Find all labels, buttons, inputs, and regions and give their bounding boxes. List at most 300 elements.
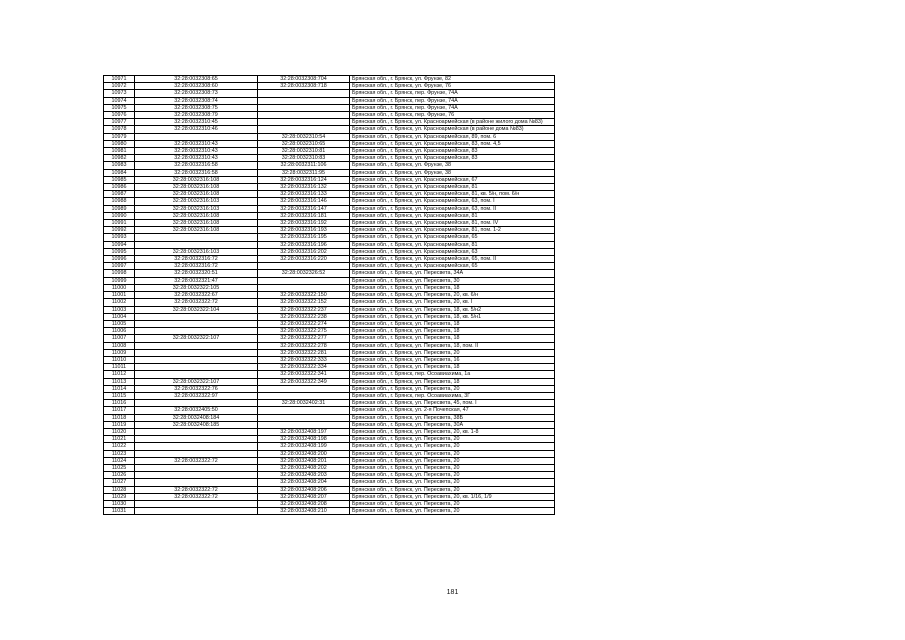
building-cadastral-number-cell	[258, 277, 350, 284]
table-row	[104, 421, 555, 428]
row-number-cell: 10971	[104, 76, 135, 83]
land-cadastral-number-cell: 32:28:0032308:65	[135, 76, 258, 83]
table-row	[104, 76, 555, 83]
land-cadastral-number-cell	[135, 313, 258, 320]
building-cadastral-number-cell: 32:28:0032408:206	[258, 486, 350, 493]
building-cadastral-number-cell	[258, 112, 350, 119]
table-row	[104, 198, 555, 205]
land-cadastral-number-cell: 32:28:0032321:47	[135, 277, 258, 284]
row-number-cell: 10979	[104, 133, 135, 140]
table-row	[104, 119, 555, 126]
building-cadastral-number-cell: 32:28:0032402:31	[258, 400, 350, 407]
address-cell: Брянская обл., г. Брянск, ул. Пересвета, 18	[350, 378, 555, 385]
land-cadastral-number-cell	[135, 371, 258, 378]
table-row	[104, 428, 555, 435]
table-row	[104, 385, 555, 392]
address-cell: Брянская обл., г. Брянск, пер. Фрунзе, 74А	[350, 97, 555, 104]
row-number-cell: 11017	[104, 407, 135, 414]
table-row	[104, 335, 555, 342]
building-cadastral-number-cell: 32:28:0032408:203	[258, 472, 350, 479]
row-number-cell: 10982	[104, 155, 135, 162]
building-cadastral-number-cell: 32:28:0032322:278	[258, 342, 350, 349]
land-cadastral-number-cell: 32:28:0032322:105	[135, 284, 258, 291]
row-number-cell: 10998	[104, 270, 135, 277]
table-row	[104, 313, 555, 320]
row-number-cell: 11020	[104, 428, 135, 435]
row-number-cell: 11002	[104, 299, 135, 306]
address-cell: Брянская обл., г. Брянск, ул. Пересвета, 18	[350, 335, 555, 342]
building-cadastral-number-cell: 32:28:0032316:220	[258, 256, 350, 263]
land-cadastral-number-cell: 32:28:0032316:72	[135, 256, 258, 263]
land-cadastral-number-cell: 32:28:0032322:72	[135, 299, 258, 306]
address-cell: Брянская обл., г. Брянск, ул. Пересвета, 20	[350, 443, 555, 450]
table-row	[104, 299, 555, 306]
building-cadastral-number-cell: 32:28:0032322:341	[258, 371, 350, 378]
table-row	[104, 320, 555, 327]
land-cadastral-number-cell	[135, 241, 258, 248]
land-cadastral-number-cell	[135, 443, 258, 450]
address-cell: Брянская обл., г. Брянск, ул. Пересвета, 20	[350, 472, 555, 479]
building-cadastral-number-cell: 32:28:0032322:333	[258, 356, 350, 363]
table-row	[104, 263, 555, 270]
land-cadastral-number-cell	[135, 508, 258, 515]
row-number-cell: 10984	[104, 169, 135, 176]
land-cadastral-number-cell: 32:28:0032316:108	[135, 176, 258, 183]
building-cadastral-number-cell	[258, 263, 350, 270]
land-cadastral-number-cell: 32:28:0032316:103	[135, 248, 258, 255]
address-cell: Брянская обл., г. Брянск, пер. Фрунзе, 74А	[350, 90, 555, 97]
land-cadastral-number-cell: 32:28:0032322:107	[135, 378, 258, 385]
table-row	[104, 342, 555, 349]
table-row	[104, 284, 555, 291]
address-cell: Брянская обл., г. Брянск, ул. Фрунзе, 76	[350, 83, 555, 90]
building-cadastral-number-cell: 32:28:0032316:124	[258, 176, 350, 183]
table-row	[104, 400, 555, 407]
land-cadastral-number-cell: 32:28:0032320:51	[135, 270, 258, 277]
table-row	[104, 90, 555, 97]
table-row	[104, 450, 555, 457]
table-row	[104, 364, 555, 371]
address-cell: Брянская обл., г. Брянск, ул. Красноармейская, 65	[350, 234, 555, 241]
building-cadastral-number-cell: 32:28:0032310:81	[258, 148, 350, 155]
table-row	[104, 140, 555, 147]
address-cell: Брянская обл., г. Брянск, ул. Пересвета, 20	[350, 486, 555, 493]
table-row	[104, 256, 555, 263]
table-row	[104, 191, 555, 198]
land-cadastral-number-cell: 32:28:0032308:79	[135, 112, 258, 119]
building-cadastral-number-cell: 32:28:0032322:281	[258, 349, 350, 356]
table-row	[104, 277, 555, 284]
land-cadastral-number-cell	[135, 349, 258, 356]
building-cadastral-number-cell: 32:28:0032316:132	[258, 184, 350, 191]
building-cadastral-number-cell: 32:28:0032408:200	[258, 450, 350, 457]
building-cadastral-number-cell: 32:28:0032308:718	[258, 83, 350, 90]
table-row	[104, 392, 555, 399]
land-cadastral-number-cell: 32:28:0032308:73	[135, 90, 258, 97]
row-number-cell: 11013	[104, 378, 135, 385]
building-cadastral-number-cell: 32:28:0032322:275	[258, 328, 350, 335]
row-number-cell: 10976	[104, 112, 135, 119]
table-row	[104, 148, 555, 155]
address-cell: Брянская обл., г. Брянск, ул. Красноармейская, 83	[350, 148, 555, 155]
building-cadastral-number-cell	[258, 104, 350, 111]
building-cadastral-number-cell: 32:28:0032316:181	[258, 212, 350, 219]
land-cadastral-number-cell: 32:28:0032316:108	[135, 227, 258, 234]
row-number-cell: 10975	[104, 104, 135, 111]
row-number-cell: 10974	[104, 97, 135, 104]
table-row	[104, 486, 555, 493]
address-cell: Брянская обл., г. Брянск, ул. Красноармейская, 63, пом. II	[350, 205, 555, 212]
building-cadastral-number-cell: 32:28:0032322:277	[258, 335, 350, 342]
address-cell: Брянская обл., г. Брянск, ул. Красноармейская (в районе дома №83)	[350, 126, 555, 133]
address-cell: Брянская обл., г. Брянск, ул. Пересвета, 20	[350, 436, 555, 443]
row-number-cell: 10991	[104, 220, 135, 227]
row-number-cell: 10973	[104, 90, 135, 97]
address-cell: Брянская обл., г. Брянск, ул. Красноармейская, 83	[350, 155, 555, 162]
building-cadastral-number-cell	[258, 414, 350, 421]
row-number-cell: 11014	[104, 385, 135, 392]
land-cadastral-number-cell: 32:28:0032322:72	[135, 493, 258, 500]
address-cell: Брянская обл., г. Брянск, ул. Пересвета, 20	[350, 457, 555, 464]
table-row	[104, 104, 555, 111]
land-cadastral-number-cell: 32:28:0032322:107	[135, 335, 258, 342]
row-number-cell: 11011	[104, 364, 135, 371]
building-cadastral-number-cell: 32:28:0032316:146	[258, 198, 350, 205]
land-cadastral-number-cell	[135, 450, 258, 457]
address-cell: Брянская обл., г. Брянск, ул. Красноармейская, 81, кв. 5/н, пом. 6/н	[350, 191, 555, 198]
row-number-cell: 10978	[104, 126, 135, 133]
table-row	[104, 464, 555, 471]
row-number-cell: 11024	[104, 457, 135, 464]
building-cadastral-number-cell: 32:28:0032408:199	[258, 443, 350, 450]
table-row	[104, 83, 555, 90]
table-row	[104, 248, 555, 255]
building-cadastral-number-cell: 32:28:0032316:133	[258, 191, 350, 198]
address-cell: Брянская обл., г. Брянск, ул. Пересвета, 18	[350, 320, 555, 327]
land-cadastral-number-cell: 32:28:0032322:67	[135, 292, 258, 299]
table-row	[104, 169, 555, 176]
building-cadastral-number-cell: 32:28:0032408:210	[258, 508, 350, 515]
row-number-cell: 11018	[104, 414, 135, 421]
row-number-cell: 10986	[104, 184, 135, 191]
row-number-cell: 10987	[104, 191, 135, 198]
address-cell: Брянская обл., г. Брянск, ул. Красноармейская, 81	[350, 241, 555, 248]
table-row	[104, 414, 555, 421]
table-row	[104, 162, 555, 169]
address-cell: Брянская обл., г. Брянск, ул. Пересвета, 20	[350, 508, 555, 515]
row-number-cell: 10980	[104, 140, 135, 147]
building-cadastral-number-cell: 32:28:0032322:238	[258, 313, 350, 320]
address-cell: Брянская обл., г. Брянск, ул. Пересвета, 34А	[350, 270, 555, 277]
table-row	[104, 443, 555, 450]
address-cell: Брянская обл., г. Брянск, ул. Красноармейская (в районе жилого дома №83)	[350, 119, 555, 126]
building-cadastral-number-cell: 32:28:0032311:106	[258, 162, 350, 169]
address-cell: Брянская обл., г. Брянск, ул. 2-я Почепская, 47	[350, 407, 555, 414]
land-cadastral-number-cell	[135, 320, 258, 327]
table-row	[104, 220, 555, 227]
building-cadastral-number-cell: 32:28:0032322:274	[258, 320, 350, 327]
building-cadastral-number-cell	[258, 392, 350, 399]
row-number-cell: 11031	[104, 508, 135, 515]
address-cell: Брянская обл., г. Брянск, ул. Пересвета, 18	[350, 328, 555, 335]
address-cell: Брянская обл., г. Брянск, ул. Пересвета, 16	[350, 356, 555, 363]
address-cell: Брянская обл., г. Брянск, ул. Красноармейская, 81	[350, 184, 555, 191]
address-cell: Брянская обл., г. Брянск, пер. Осоавиахима, 1а	[350, 371, 555, 378]
address-cell: Брянская обл., г. Брянск, ул. Пересвета, 20	[350, 450, 555, 457]
row-number-cell: 11025	[104, 464, 135, 471]
building-cadastral-number-cell: 32:28:0032408:207	[258, 493, 350, 500]
building-cadastral-number-cell	[258, 97, 350, 104]
building-cadastral-number-cell: 32:28:0032408:198	[258, 436, 350, 443]
building-cadastral-number-cell: 32:28:0032322:349	[258, 378, 350, 385]
address-cell: Брянская обл., г. Брянск, ул. Пересвета, 20	[350, 464, 555, 471]
building-cadastral-number-cell: 32:28:0032322:334	[258, 364, 350, 371]
building-cadastral-number-cell: 32:28:0032316:192	[258, 220, 350, 227]
address-cell: Брянская обл., г. Брянск, ул. Красноармейская, 83, пом. 4,5	[350, 140, 555, 147]
address-cell: Брянская обл., г. Брянск, ул. Пересвета, 18, пом. II	[350, 342, 555, 349]
address-cell: Брянская обл., г. Брянск, ул. Пересвета, 18, кв. 5/н1	[350, 313, 555, 320]
row-number-cell: 11028	[104, 486, 135, 493]
land-cadastral-number-cell	[135, 464, 258, 471]
row-number-cell: 11026	[104, 472, 135, 479]
address-cell: Брянская обл., г. Брянск, ул. Красноармейская, 81	[350, 212, 555, 219]
building-cadastral-number-cell: 32:28:0032310:65	[258, 140, 350, 147]
land-cadastral-number-cell: 32:28:0032322:104	[135, 306, 258, 313]
address-cell: Брянская обл., г. Брянск, ул. Пересвета, 20	[350, 349, 555, 356]
land-cadastral-number-cell	[135, 234, 258, 241]
building-cadastral-number-cell	[258, 407, 350, 414]
row-number-cell: 11010	[104, 356, 135, 363]
table-row	[104, 508, 555, 515]
building-cadastral-number-cell: 32:28:0032316:196	[258, 241, 350, 248]
land-cadastral-number-cell: 32:28:0032408:185	[135, 421, 258, 428]
address-cell: Брянская обл., г. Брянск, ул. Пересвета, 18, кв. 5/н2	[350, 306, 555, 313]
address-cell: Брянская обл., г. Брянск, ул. Пересвета, 30	[350, 277, 555, 284]
table-row	[104, 349, 555, 356]
land-cadastral-number-cell: 32:28:0032322:76	[135, 385, 258, 392]
row-number-cell: 10989	[104, 205, 135, 212]
row-number-cell: 11019	[104, 421, 135, 428]
table-row	[104, 378, 555, 385]
row-number-cell: 10997	[104, 263, 135, 270]
row-number-cell: 10977	[104, 119, 135, 126]
row-number-cell: 11021	[104, 436, 135, 443]
address-cell: Брянская обл., г. Брянск, ул. Пересвета, 20	[350, 500, 555, 507]
address-cell: Брянская обл., г. Брянск, пер. Осоавиахима, 3Г	[350, 392, 555, 399]
row-number-cell: 11009	[104, 349, 135, 356]
building-cadastral-number-cell: 32:28:0032322:152	[258, 299, 350, 306]
land-cadastral-number-cell: 32:28:0032322:72	[135, 486, 258, 493]
row-number-cell: 11003	[104, 306, 135, 313]
building-cadastral-number-cell	[258, 119, 350, 126]
table-row	[104, 328, 555, 335]
address-cell: Брянская обл., г. Брянск, пер. Фрунзе, 74А	[350, 104, 555, 111]
land-cadastral-number-cell: 32:28:0032310:45	[135, 119, 258, 126]
table-row	[104, 176, 555, 183]
land-cadastral-number-cell: 32:28:0032308:60	[135, 83, 258, 90]
land-cadastral-number-cell: 32:28:0032308:74	[135, 97, 258, 104]
row-number-cell: 11007	[104, 335, 135, 342]
table-row	[104, 457, 555, 464]
address-cell: Брянская обл., г. Брянск, ул. Красноармейская, 89, пом. 6	[350, 133, 555, 140]
table-row	[104, 407, 555, 414]
land-cadastral-number-cell	[135, 328, 258, 335]
row-number-cell: 11016	[104, 400, 135, 407]
address-cell: Брянская обл., г. Брянск, ул. Фрунзе, 38	[350, 162, 555, 169]
table-row	[104, 436, 555, 443]
land-cadastral-number-cell: 32:28:0032310:43	[135, 148, 258, 155]
address-cell: Брянская обл., г. Брянск, пер. Фрунзе, 76	[350, 112, 555, 119]
land-cadastral-number-cell: 32:28:0032316:72	[135, 263, 258, 270]
land-cadastral-number-cell: 32:28:0032310:43	[135, 155, 258, 162]
address-cell: Брянская обл., г. Брянск, ул. Красноармейская, 65	[350, 263, 555, 270]
building-cadastral-number-cell: 32:28:0032316:195	[258, 234, 350, 241]
table-row	[104, 97, 555, 104]
land-cadastral-number-cell: 32:28:0032316:58	[135, 169, 258, 176]
building-cadastral-number-cell: 32:28:0032311:95	[258, 169, 350, 176]
land-cadastral-number-cell: 32:28:0032322:72	[135, 457, 258, 464]
building-cadastral-number-cell: 32:28:0032408:204	[258, 479, 350, 486]
land-cadastral-number-cell: 32:28:0032408:184	[135, 414, 258, 421]
address-cell: Брянская обл., г. Брянск, ул. Красноармейская, 81, пом. 1-2	[350, 227, 555, 234]
land-cadastral-number-cell	[135, 400, 258, 407]
table-row	[104, 479, 555, 486]
land-cadastral-number-cell: 32:28:0032316:108	[135, 220, 258, 227]
table-row	[104, 184, 555, 191]
building-cadastral-number-cell: 32:28:0032326:52	[258, 270, 350, 277]
building-cadastral-number-cell: 32:28:0032308:704	[258, 76, 350, 83]
address-cell: Брянская обл., г. Брянск, ул. Пересвета, 20, кв. I	[350, 299, 555, 306]
building-cadastral-number-cell: 32:28:0032322:150	[258, 292, 350, 299]
address-cell: Брянская обл., г. Брянск, ул. Пересвета, 20	[350, 479, 555, 486]
building-cadastral-number-cell: 32:28:0032310:83	[258, 155, 350, 162]
address-cell: Брянская обл., г. Брянск, ул. Красноармейская, 67	[350, 176, 555, 183]
building-cadastral-number-cell: 32:28:0032316:193	[258, 227, 350, 234]
building-cadastral-number-cell: 32:28:0032408:208	[258, 500, 350, 507]
table-row	[104, 234, 555, 241]
table-row	[104, 241, 555, 248]
row-number-cell: 10994	[104, 241, 135, 248]
row-number-cell: 11006	[104, 328, 135, 335]
land-cadastral-number-cell: 32:28:0032316:103	[135, 205, 258, 212]
table-row	[104, 356, 555, 363]
table-row	[104, 472, 555, 479]
land-cadastral-number-cell	[135, 356, 258, 363]
table-row	[104, 500, 555, 507]
land-cadastral-number-cell: 32:28:0032316:108	[135, 212, 258, 219]
building-cadastral-number-cell: 32:28:0032408:202	[258, 464, 350, 471]
row-number-cell: 10995	[104, 248, 135, 255]
address-cell: Брянская обл., г. Брянск, ул. Пересвета, 18	[350, 284, 555, 291]
address-cell: Брянская обл., г. Брянск, ул. Фрунзе, 38	[350, 169, 555, 176]
building-cadastral-number-cell	[258, 385, 350, 392]
land-cadastral-number-cell	[135, 133, 258, 140]
building-cadastral-number-cell: 32:28:0032408:197	[258, 428, 350, 435]
land-cadastral-number-cell: 32:28:0032322:97	[135, 392, 258, 399]
table-row	[104, 212, 555, 219]
building-cadastral-number-cell: 32:28:0032408:201	[258, 457, 350, 464]
row-number-cell: 10996	[104, 256, 135, 263]
row-number-cell: 11015	[104, 392, 135, 399]
table-row	[104, 270, 555, 277]
building-cadastral-number-cell	[258, 90, 350, 97]
row-number-cell: 10993	[104, 234, 135, 241]
address-cell: Брянская обл., г. Брянск, ул. Красноармейская, 65, пом. II	[350, 256, 555, 263]
land-cadastral-number-cell	[135, 472, 258, 479]
land-cadastral-number-cell	[135, 479, 258, 486]
building-cadastral-number-cell	[258, 284, 350, 291]
building-cadastral-number-cell: 32:28:0032316:202	[258, 248, 350, 255]
land-cadastral-number-cell: 32:28:0032310:43	[135, 140, 258, 147]
building-cadastral-number-cell: 32:28:0032316:147	[258, 205, 350, 212]
land-cadastral-number-cell	[135, 500, 258, 507]
land-cadastral-number-cell	[135, 364, 258, 371]
land-cadastral-number-cell	[135, 428, 258, 435]
cadastral-table	[103, 75, 555, 515]
table-row	[104, 292, 555, 299]
table-row	[104, 306, 555, 313]
row-number-cell: 11001	[104, 292, 135, 299]
row-number-cell: 11000	[104, 284, 135, 291]
table-row	[104, 493, 555, 500]
row-number-cell: 11029	[104, 493, 135, 500]
row-number-cell: 11023	[104, 450, 135, 457]
building-cadastral-number-cell	[258, 126, 350, 133]
row-number-cell: 10990	[104, 212, 135, 219]
land-cadastral-number-cell: 32:28:0032316:103	[135, 198, 258, 205]
row-number-cell: 11030	[104, 500, 135, 507]
address-cell: Брянская обл., г. Брянск, ул. Красноармейская, 81, пом. IV	[350, 220, 555, 227]
land-cadastral-number-cell: 32:28:0032308:75	[135, 104, 258, 111]
address-cell: Брянская обл., г. Брянск, ул. Красноармейская, 63, пом. I	[350, 198, 555, 205]
land-cadastral-number-cell: 32:28:0032316:108	[135, 184, 258, 191]
row-number-cell: 11022	[104, 443, 135, 450]
land-cadastral-number-cell: 32:28:0032310:46	[135, 126, 258, 133]
address-cell: Брянская обл., г. Брянск, ул. Красноармейская, 63	[350, 248, 555, 255]
address-cell: Брянская обл., г. Брянск, ул. Пересвета, 20	[350, 385, 555, 392]
table-row	[104, 155, 555, 162]
land-cadastral-number-cell: 32:28:0032405:50	[135, 407, 258, 414]
table-row	[104, 112, 555, 119]
building-cadastral-number-cell: 32:28:0032310:54	[258, 133, 350, 140]
table-row	[104, 126, 555, 133]
address-cell: Брянская обл., г. Брянск, ул. Пересвета, 20, кв. 1/16, 1/9	[350, 493, 555, 500]
row-number-cell: 10972	[104, 83, 135, 90]
building-cadastral-number-cell: 32:28:0032322:237	[258, 306, 350, 313]
table-row	[104, 227, 555, 234]
address-cell: Брянская обл., г. Брянск, ул. Пересвета, 45, пом. I	[350, 400, 555, 407]
land-cadastral-number-cell	[135, 342, 258, 349]
row-number-cell: 11012	[104, 371, 135, 378]
row-number-cell: 10983	[104, 162, 135, 169]
table-row	[104, 133, 555, 140]
table-row	[104, 205, 555, 212]
address-cell: Брянская обл., г. Брянск, ул. Пересвета, 20, кв. 6/н	[350, 292, 555, 299]
row-number-cell: 10992	[104, 227, 135, 234]
page-number: 181	[446, 589, 459, 596]
row-number-cell: 11004	[104, 313, 135, 320]
building-cadastral-number-cell	[258, 421, 350, 428]
address-cell: Брянская обл., г. Брянск, ул. Пересвета, 18	[350, 364, 555, 371]
row-number-cell: 10999	[104, 277, 135, 284]
row-number-cell: 11008	[104, 342, 135, 349]
land-cadastral-number-cell	[135, 436, 258, 443]
address-cell: Брянская обл., г. Брянск, ул. Пересвета, 20, кв. 1-8	[350, 428, 555, 435]
row-number-cell: 11027	[104, 479, 135, 486]
row-number-cell: 10985	[104, 176, 135, 183]
address-cell: Брянская обл., г. Брянск, ул. Фрунзе, 82	[350, 76, 555, 83]
address-cell: Брянская обл., г. Брянск, ул. Пересвета, 38Б	[350, 414, 555, 421]
